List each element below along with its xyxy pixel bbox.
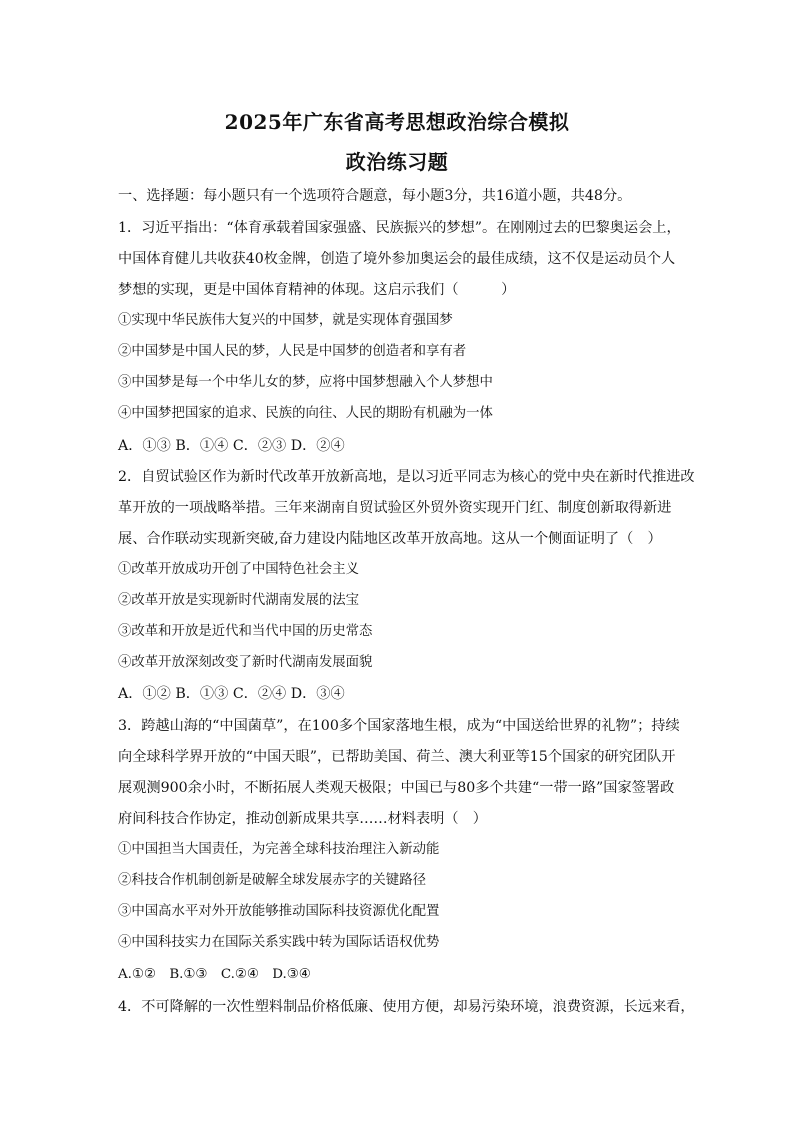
- q3-item-2: ②科技合作机制创新是破解全球发展赤字的关键路径: [118, 873, 426, 888]
- q3-stem-line-3: 展观测900余小时，不断拓展人类观天极限；中国已与80多个共建“一带一路”国家签署政: [118, 780, 675, 796]
- q3-item-1: ①中国担当大国责任，为完善全球科技治理注入新动能: [118, 842, 440, 857]
- q1-stem-line-1: 1．习近平指出：“体育承载着国家强盛、民族振兴的梦想”。在刚刚过去的巴黎奥运会上，: [118, 220, 681, 236]
- q1-choices: A．①③ B．①④ C．②③ D．②④: [118, 438, 345, 454]
- q2-item-3: ③改革和开放是近代和当代中国的历史常态: [118, 624, 373, 639]
- q3-stem-line-4: 府间科技合作协定，推动创新成果共享……材料表明（ ）: [118, 811, 487, 827]
- q1-item-2: ②中国梦是中国人民的梦，人民是中国梦的创造者和享有者: [118, 344, 467, 359]
- q3-item-4: ④中国科技实力在国际关系实践中转为国际话语权优势: [118, 935, 440, 950]
- page-title: 2025年广东省高考思想政治综合模拟: [224, 110, 570, 134]
- q1-item-1: ①实现中华民族伟大复兴的中国梦，就是实现体育强国梦: [118, 313, 453, 328]
- q3-stem-line-1: 3．跨越山海的“中国菌草”，在100多个国家落地生根，成为“中国送给世界的礼物”；持续: [118, 718, 680, 734]
- q1-item-4: ④中国梦把国家的追求、民族的向往、人民的期盼有机融为一体: [118, 406, 493, 421]
- page-subtitle: 政治练习题: [345, 150, 449, 174]
- q4-stem-line-1: 4．不可降解的一次性塑料制品价格低廉、使用方便，却易污染环境，浪费资源，长远来看，: [118, 999, 695, 1015]
- section-header: 一、选择题：每小题只有一个选项符合题意，每小题3分，共16道小题，共48分。: [118, 188, 632, 204]
- q2-item-4: ④改革开放深刻改变了新时代湖南发展面貌: [118, 655, 373, 670]
- q2-choices: A．①② B．①③ C．②④ D．③④: [118, 686, 345, 702]
- q1-stem-line-2: 中国体育健儿共收获40枚金牌，创造了境外参加奥运会的最佳成绩，这不仅是运动员个人: [118, 251, 676, 267]
- q3-stem-line-2: 向全球科学界开放的“中国天眼”，已帮助美国、荷兰、澳大利亚等15个国家的研究团队开: [118, 749, 676, 765]
- q3-item-3: ③中国高水平对外开放能够推动国际科技资源优化配置: [118, 904, 440, 919]
- q3-choices: A.①② B.①③ C.②④ D.③④: [118, 967, 311, 982]
- q2-item-2: ②改革开放是实现新时代湖南发展的法宝: [118, 593, 360, 608]
- q2-stem-line-2: 革开放的一项战略举措。三年来湖南自贸试验区外贸外资实现开门红、制度创新取得新进: [118, 500, 672, 516]
- q1-item-3: ③中国梦是每一个中华儿女的梦，应将中国梦想融入个人梦想中: [118, 375, 493, 390]
- q2-item-1: ①改革开放成功开创了中国特色社会主义: [118, 562, 360, 577]
- q1-stem-line-3: 梦想的实现，更是中国体育精神的体现。这启示我们（ ）: [118, 282, 516, 298]
- q2-stem-line-3: 展、合作联动实现新突破,奋力建设内陆地区改革开放高地。这从一个侧面证明了（ ）: [118, 531, 662, 547]
- q2-stem-line-1: 2．自贸试验区作为新时代改革开放新高地，是以习近平同志为核心的党中央在新时代推进改: [118, 469, 695, 485]
